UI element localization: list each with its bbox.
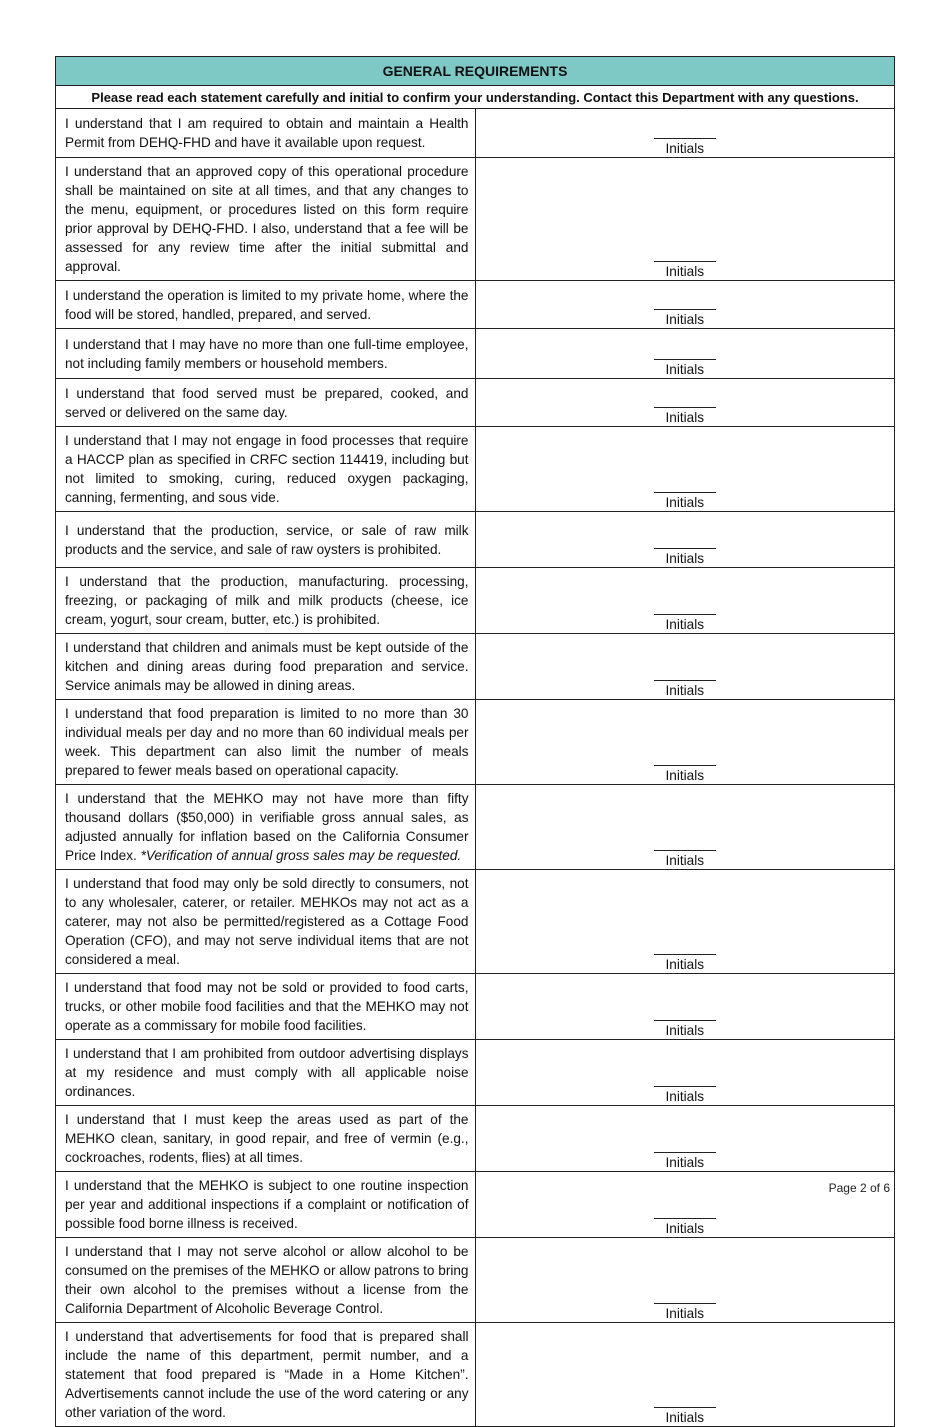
- initials-cell[interactable]: [475, 974, 895, 1040]
- statement-text: I understand that I may not serve alcohol or allow alcohol to be consumed on the premises of the MEHKO or allow patrons to bring their own alcohol to the premises without a license from the California Department of Alcoholic Beverage Control.: [65, 1244, 469, 1316]
- statement-text: I understand that food may not be sold or provided to food carts, trucks, or other mobile food facilities and that the MEHKO may not operate as a commissary for mobile food facilities.: [65, 980, 469, 1033]
- statement-cell: [56, 634, 476, 700]
- statement-text: I understand that the MEHKO is subject to one routine inspection per year and additional inspections if a complaint or notification of possible food borne illness is received.: [65, 1178, 469, 1231]
- statement-text: I understand that I must keep the areas used as part of the MEHKO clean, sanitary, in good repair, and free of vermin (e.g., cockroaches, rodents, flies) at all times.: [65, 1112, 469, 1165]
- page-number: Page 2 of 6: [828, 1181, 890, 1195]
- initials-cell[interactable]: [475, 785, 895, 870]
- statement-row: [56, 427, 895, 512]
- statement-text: I understand that the MEHKO may not have more than fifty thousand dollars ($50,000) in verifiable gross annual sales, as adjusted annually for inflation based on the California Consumer Price Index.: [65, 791, 469, 863]
- statement-cell: [56, 700, 476, 785]
- statement-cell: [56, 1106, 476, 1172]
- statement-row: [56, 512, 895, 568]
- statement-row: [56, 329, 895, 379]
- statement-row: [56, 158, 895, 281]
- statement-row: [56, 870, 895, 974]
- statement-cell: [56, 785, 476, 870]
- initials-cell[interactable]: [475, 109, 895, 158]
- statement-cell: [56, 974, 476, 1040]
- statement-text: I understand that I am prohibited from outdoor advertising displays at my residence and must comply with all applicable noise ordinances.: [65, 1046, 469, 1099]
- initials-cell[interactable]: [475, 1040, 895, 1106]
- initials-label: Initials: [665, 495, 705, 510]
- statement-cell: [56, 329, 476, 379]
- statement-cell: [56, 109, 476, 158]
- statement-row: [56, 700, 895, 785]
- initials-cell[interactable]: [475, 568, 895, 634]
- initials-label: Initials: [665, 1023, 705, 1038]
- statement-text: I understand that food may only be sold directly to consumers, not to any wholesaler, caterer, or retailer. MEHKOs may not act as a caterer, may not also be permitted/registered as a Cottage Food Operation (CFO), and may not serve individual items that are not considered a meal.: [65, 876, 469, 967]
- statement-cell: [56, 1172, 476, 1238]
- statement-text: I understand that an approved copy of this operational procedure shall be maintained on site at all times, and that any changes to the menu, equipment, or procedures listed on this form require prior approval by DEHQ-FHD. I also, understand that a fee will be assessed for any review time after the initial submittal and approval.: [65, 164, 469, 274]
- statements-body: [56, 109, 895, 1427]
- initials-label: Initials: [665, 617, 705, 632]
- statement-text: I understand that I may not engage in food processes that require a HACCP plan as specified in CRFC section 114419, including but not limited to smoking, curing, reduced oxygen packaging, canning, fermenting, and sous vide.: [65, 433, 469, 505]
- initials-label: Initials: [665, 410, 705, 425]
- statement-row: [56, 1238, 895, 1323]
- initials-label: Initials: [665, 1410, 705, 1425]
- statement-text: I understand that I am required to obtain and maintain a Health Permit from DEHQ-FHD and have it available upon request.: [65, 116, 469, 150]
- statement-row: [56, 634, 895, 700]
- statement-cell: [56, 427, 476, 512]
- initials-cell[interactable]: [475, 379, 895, 427]
- initials-cell[interactable]: [475, 1238, 895, 1323]
- statement-row: [56, 281, 895, 329]
- initials-label: Initials: [665, 768, 705, 783]
- statement-cell: [56, 512, 476, 568]
- initials-cell[interactable]: [475, 1106, 895, 1172]
- statement-text: I understand that food served must be prepared, cooked, and served or delivered on the same day.: [65, 385, 469, 420]
- initials-label: Initials: [665, 1155, 705, 1170]
- statement-row: [56, 109, 895, 158]
- requirements-table: [55, 56, 895, 1427]
- statement-row: [56, 1040, 895, 1106]
- statement-cell: [56, 568, 476, 634]
- statement-row: [56, 379, 895, 427]
- statement-text: I understand that children and animals must be kept outside of the kitchen and dining areas during food preparation and service. Service animals may be allowed in dining areas.: [65, 640, 469, 693]
- statement-cell: [56, 379, 476, 427]
- statement-row: [56, 1323, 895, 1427]
- statement-cell: [56, 870, 476, 974]
- initials-cell[interactable]: [475, 158, 895, 281]
- initials-label: Initials: [665, 362, 705, 377]
- initials-cell[interactable]: [475, 870, 895, 974]
- statement-text: I understand the operation is limited to my private home, where the food will be stored, handled, prepared, and served.: [65, 287, 469, 322]
- initials-label: Initials: [665, 551, 705, 566]
- statement-row: [56, 1106, 895, 1172]
- initials-cell[interactable]: [475, 281, 895, 329]
- initials-label: Initials: [665, 957, 705, 972]
- statement-emphasis: *Verification of annual gross sales may be requested.: [140, 848, 462, 863]
- initials-label: Initials: [665, 264, 705, 279]
- section-title: GENERAL REQUIREMENTS: [56, 57, 895, 86]
- statement-cell: [56, 281, 476, 329]
- general-requirements-form: [55, 56, 895, 1427]
- initials-label: Initials: [665, 141, 705, 156]
- initials-label: Initials: [665, 683, 705, 698]
- initials-cell[interactable]: [475, 634, 895, 700]
- instructions: Please read each statement carefully and initial to confirm your understanding. Contact this Department with any questions.: [56, 86, 895, 109]
- statement-row: [56, 785, 895, 870]
- statement-cell: [56, 158, 476, 281]
- statement-cell: [56, 1323, 476, 1427]
- initials-label: Initials: [665, 312, 705, 327]
- initials-cell[interactable]: [475, 1323, 895, 1427]
- statement-row: [56, 1172, 895, 1238]
- statement-row: [56, 568, 895, 634]
- initials-cell[interactable]: [475, 512, 895, 568]
- initials-cell[interactable]: [475, 700, 895, 785]
- statement-text: I understand that I may have no more than one full-time employee, not including family members or household members.: [65, 336, 469, 371]
- statement-text: I understand that the production, manufacturing. processing, freezing, or packaging of milk and milk products (cheese, ice cream, yogurt, sour cream, butter, etc.) is prohibited.: [65, 574, 469, 627]
- initials-label: Initials: [665, 1306, 705, 1321]
- initials-cell[interactable]: [475, 329, 895, 379]
- statement-text: I understand that food preparation is limited to no more than 30 individual meals per day and no more than 60 individual meals per week. This department can also limit the number of meals prepared to fewer meals based on operational capacity.: [65, 706, 469, 778]
- statement-row: [56, 974, 895, 1040]
- statement-text: I understand that the production, service, or sale of raw milk products and the service, and sale of raw oysters is prohibited.: [65, 522, 469, 557]
- statement-cell: [56, 1238, 476, 1323]
- initials-cell[interactable]: [475, 427, 895, 512]
- initials-label: Initials: [665, 1089, 705, 1104]
- statement-text: I understand that advertisements for food that is prepared shall include the name of this department, permit number, and a statement that food prepared is “Made in a Home Kitchen”. Advertisements cannot include the use of the word catering or any other variation of the word.: [65, 1329, 469, 1420]
- initials-label: Initials: [665, 1221, 705, 1236]
- statement-cell: [56, 1040, 476, 1106]
- initials-label: Initials: [665, 853, 705, 868]
